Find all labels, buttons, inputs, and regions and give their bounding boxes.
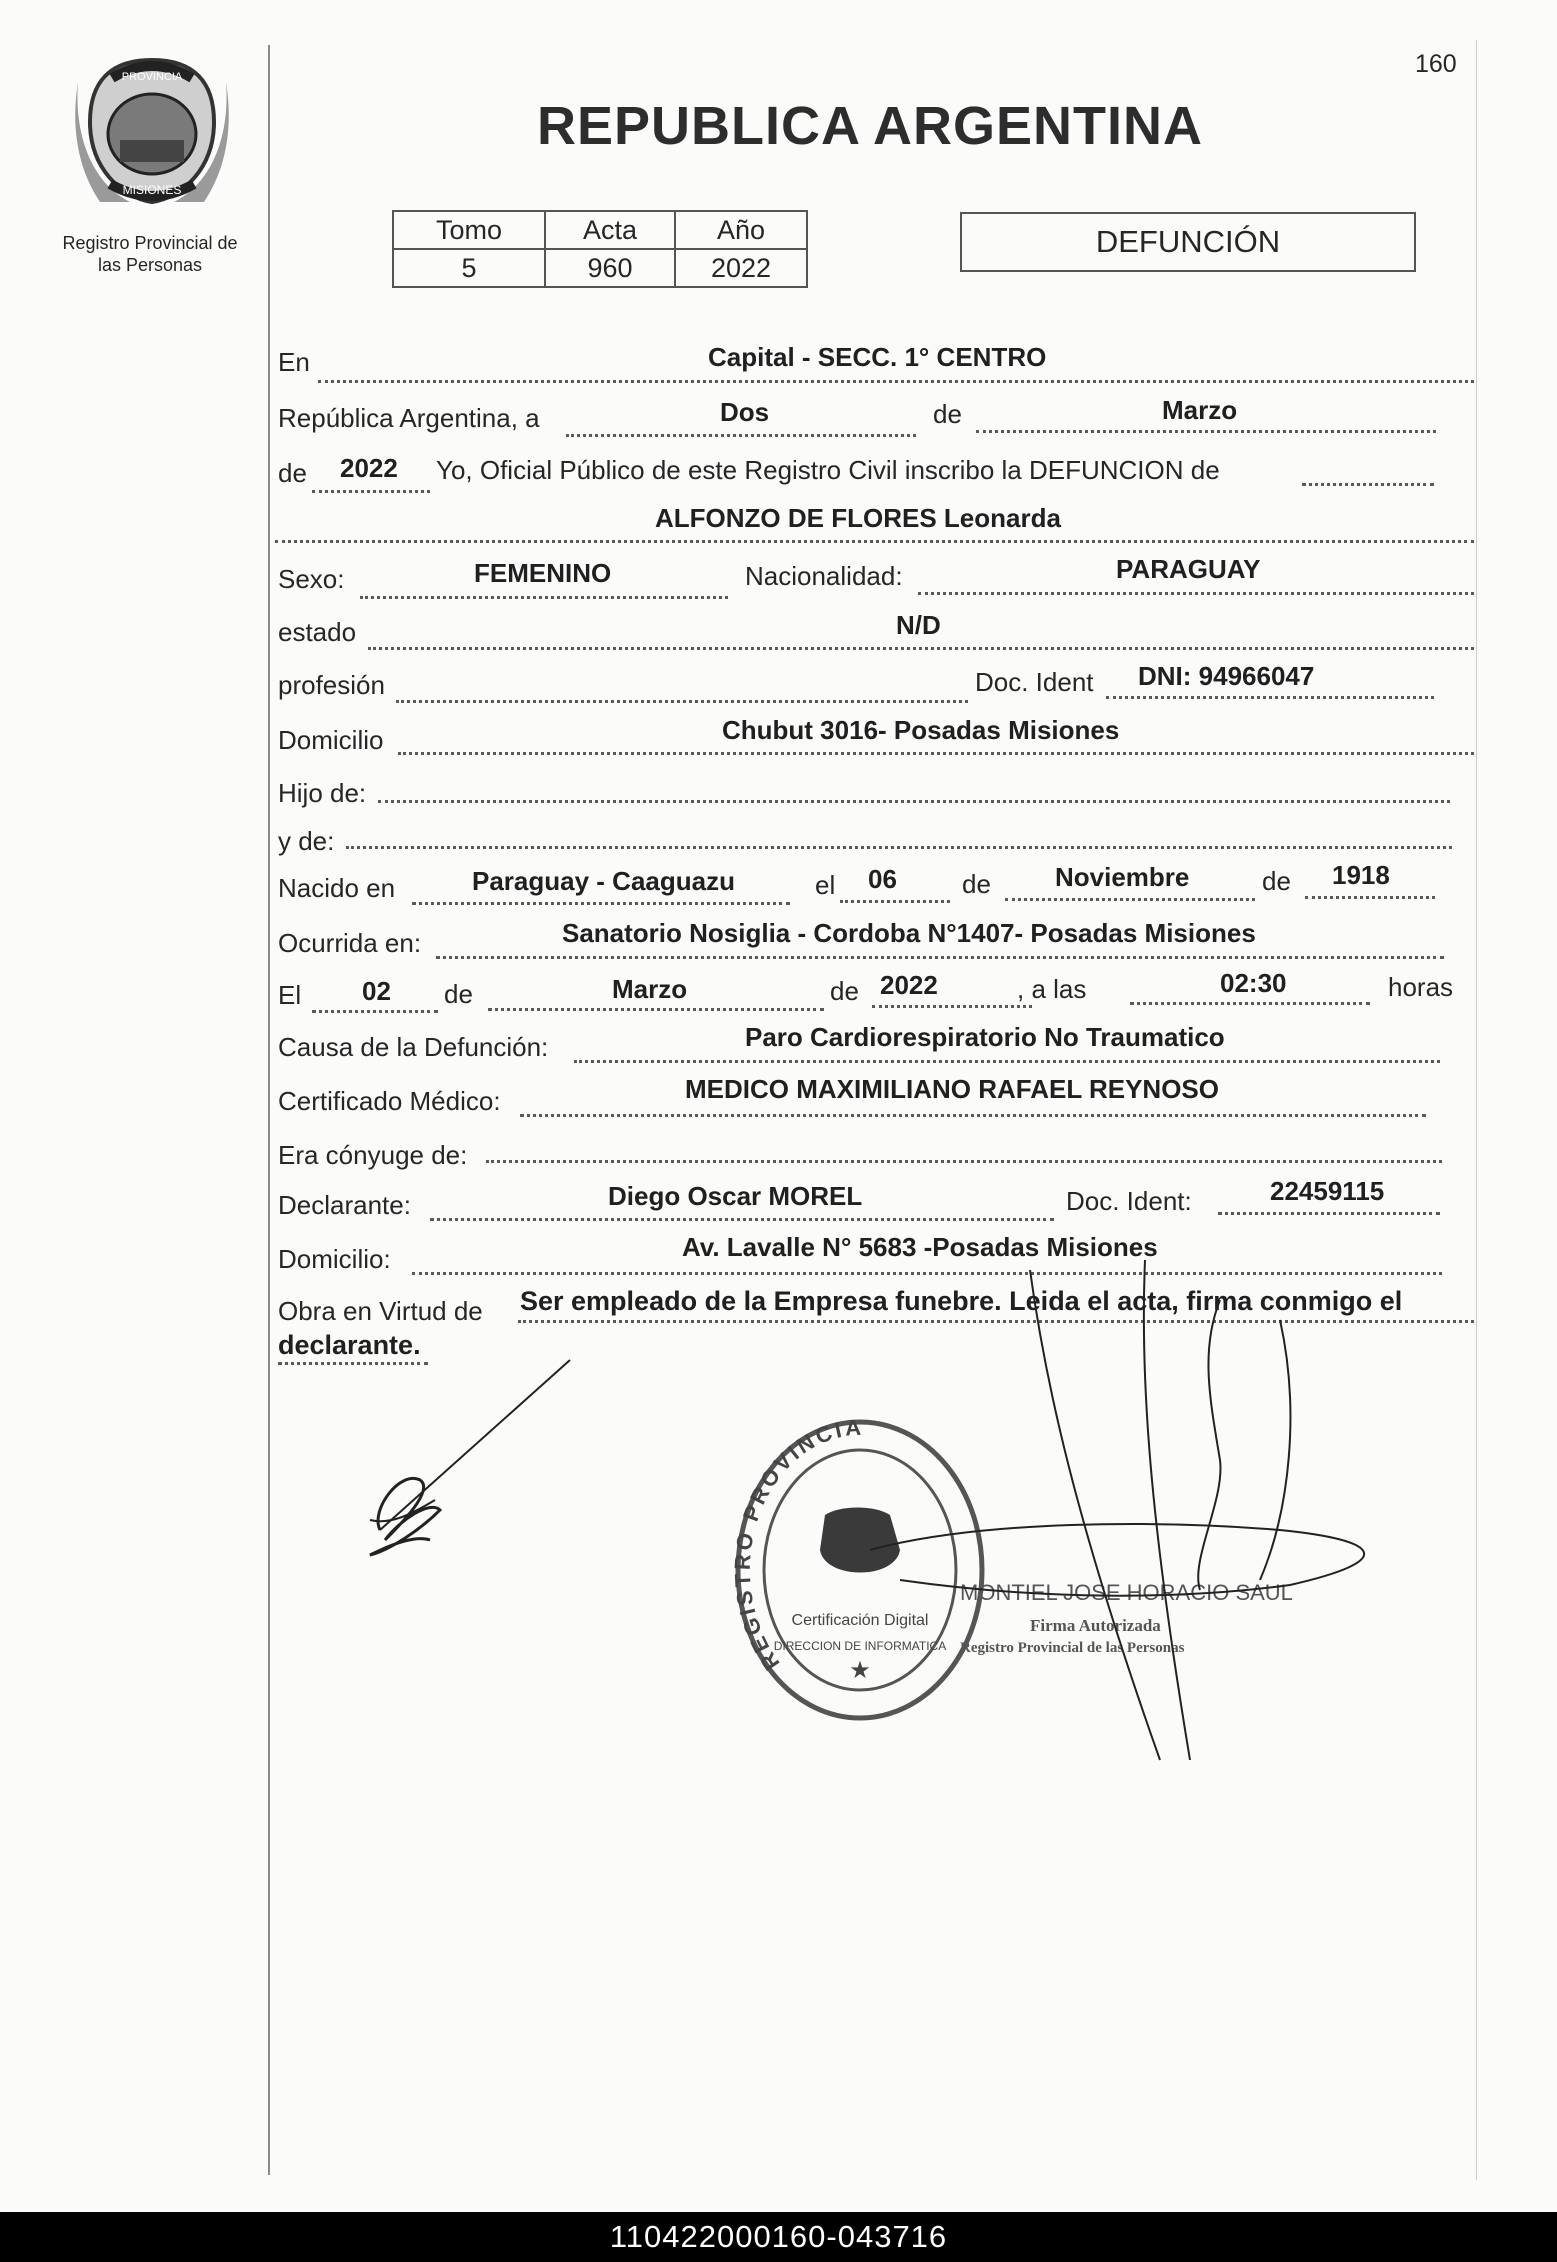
line-sexo <box>360 596 728 599</box>
label-de-o1: de <box>444 979 473 1009</box>
reference-table <box>392 210 808 288</box>
value-decl-domicilio: Av. Lavalle N° 5683 -Posadas Misiones <box>682 1232 1158 1262</box>
line-nombre <box>275 540 1474 543</box>
value-anio: 2022 <box>675 249 807 287</box>
svg-text:REGISTRO PROVINCIAL DE LAS PER: REGISTRO PROVINCIAL DE LAS PERSONAS <box>714 1390 865 1675</box>
value-lugar: Capital - SECC. 1° CENTRO <box>708 342 1047 372</box>
line-estado <box>368 647 1474 650</box>
header-acta: Acta <box>545 211 675 249</box>
label-nacionalidad: Nacionalidad: <box>745 561 903 591</box>
label-de-o2: de <box>830 976 859 1006</box>
value-domicilio: Chubut 3016- Posadas Misiones <box>722 715 1120 745</box>
label-causa: Causa de la Defunción: <box>278 1032 549 1062</box>
value-def-anio: 2022 <box>880 970 938 1000</box>
line-decl-doc <box>1218 1212 1440 1215</box>
value-nacido-en: Paraguay - Caaguazu <box>472 866 735 896</box>
label-sexo: Sexo: <box>278 564 345 594</box>
line-y-de <box>346 846 1452 849</box>
label-doc-ident2: Doc. Ident: <box>1066 1186 1192 1216</box>
value-decl-doc: 22459115 <box>1270 1176 1385 1206</box>
line-nacido-en <box>412 902 790 905</box>
value-ocurrida-en: Sanatorio Nosiglia - Cordoba N°1407- Posadas Misiones <box>562 918 1256 948</box>
line-hora <box>1130 1002 1370 1005</box>
act-type-box: DEFUNCIÓN <box>960 212 1416 272</box>
value-estado: N/D <box>896 610 941 640</box>
left-margin-line <box>268 45 270 2175</box>
label-doc-ident: Doc. Ident <box>975 667 1094 697</box>
line-yo <box>1302 483 1434 486</box>
value-mes: Marzo <box>1162 395 1238 425</box>
label-hijo-de: Hijo de: <box>278 778 367 808</box>
label-obra: Obra en Virtud de <box>278 1296 483 1326</box>
right-margin-line <box>1476 40 1477 2180</box>
page-number: 160 <box>1415 50 1457 78</box>
line-causa <box>574 1060 1440 1063</box>
value-anio: 2022 <box>340 453 398 483</box>
line-lugar <box>318 380 1474 383</box>
line-def-dia <box>312 1010 438 1013</box>
value-sexo: FEMENINO <box>474 558 612 588</box>
header-tomo: Tomo <box>393 211 545 249</box>
label-de: de <box>933 399 962 429</box>
value-nac-anio: 1918 <box>1332 860 1390 890</box>
label-certificado: Certificado Médico: <box>278 1086 501 1116</box>
label-domicilio: Domicilio <box>278 725 384 755</box>
label-profesion: profesión <box>278 670 385 700</box>
line-dia <box>566 434 916 437</box>
label-de-n1: de <box>962 869 991 899</box>
registry-logo <box>70 52 235 212</box>
label-de-year: de <box>278 458 307 488</box>
line-nacionalidad <box>918 592 1474 595</box>
label-estado: estado <box>278 617 357 647</box>
authorized-signature <box>860 1260 1420 1780</box>
line-nac-mes <box>1005 898 1255 901</box>
value-nac-dia: 06 <box>868 864 897 894</box>
line-declarante <box>430 1218 1054 1221</box>
label-declarante: Declarante: <box>278 1190 411 1220</box>
value-tomo: 5 <box>393 249 545 287</box>
label-y-de: y de: <box>278 826 335 856</box>
value-hora: 02:30 <box>1220 968 1287 998</box>
label-yo: Yo, Oficial Público de este Registro Civil inscribo la DEFUNCION de <box>436 455 1220 485</box>
declarant-signature <box>340 1350 590 1570</box>
registry-name: Registro Provincial de las Personas <box>62 233 238 275</box>
value-obra-line1: Ser empleado de la Empresa funebre. Leida el acta, firma conmigo el <box>520 1286 1403 1316</box>
value-certificado: MEDICO MAXIMILIANO RAFAEL REYNOSO <box>685 1074 1219 1104</box>
line-def-anio <box>872 1005 1032 1008</box>
stamp-inner-text: DIRECCION DE INFORMATICA <box>773 1639 947 1653</box>
line-anio <box>312 490 430 493</box>
value-nac-mes: Noviembre <box>1055 862 1190 892</box>
value-doc: DNI: 94966047 <box>1138 661 1315 691</box>
value-def-dia: 02 <box>362 976 391 1006</box>
line-certificado <box>520 1114 1426 1117</box>
label-horas: horas <box>1388 972 1454 1002</box>
stamp-center-text: Certificación Digital <box>791 1612 929 1629</box>
label-el: el <box>815 870 836 900</box>
value-dia: Dos <box>720 397 770 427</box>
value-obra-line2: declarante. <box>278 1330 421 1360</box>
label-domicilio2: Domicilio: <box>278 1244 391 1274</box>
line-doc <box>1106 696 1434 699</box>
header-anio: Año <box>675 211 807 249</box>
value-def-mes: Marzo <box>612 974 688 1004</box>
line-domicilio <box>398 752 1474 755</box>
line-mes <box>976 430 1436 433</box>
label-conyuge: Era cónyuge de: <box>278 1140 468 1170</box>
value-nombre: ALFONZO DE FLORES Leonarda <box>655 503 1061 533</box>
logo-lettering: PROVINCIA <box>121 71 183 83</box>
authorized-role: Firma Autorizada <box>1030 1616 1161 1635</box>
value-acta: 960 <box>545 249 675 287</box>
svg-text:MISIONES: MISIONES <box>122 183 182 197</box>
line-profesion <box>396 700 968 703</box>
line-nac-anio <box>1305 896 1435 899</box>
authorized-name: MONTIEL JOSE HORACIO SAUL <box>960 1580 1293 1605</box>
svg-text:★: ★ <box>849 1657 871 1684</box>
label-de-n2: de <box>1262 866 1291 896</box>
value-declarante: Diego Oscar MOREL <box>608 1181 863 1211</box>
label-en: En <box>278 347 310 377</box>
page-title: REPUBLICA ARGENTINA <box>537 96 1203 156</box>
label-el2: El <box>278 980 302 1010</box>
line-ocurrida-en <box>436 956 1444 959</box>
label-ocurrida-en: Ocurrida en: <box>278 928 422 958</box>
value-causa: Paro Cardiorespiratorio No Traumatico <box>745 1022 1225 1052</box>
label-republica: República Argentina, a <box>278 403 540 433</box>
label-a-las: , a las <box>1017 974 1087 1004</box>
line-nac-dia <box>840 900 950 903</box>
line-hijo-de <box>378 800 1450 803</box>
label-nacido-en: Nacido en <box>278 873 396 903</box>
line-def-mes <box>488 1008 824 1011</box>
footer-code: 110422000160-043716 <box>0 2212 1557 2262</box>
value-nacionalidad: PARAGUAY <box>1116 554 1261 584</box>
line-conyuge <box>486 1160 1442 1163</box>
authorized-org: Registro Provincial de las Personas <box>960 1640 1185 1656</box>
